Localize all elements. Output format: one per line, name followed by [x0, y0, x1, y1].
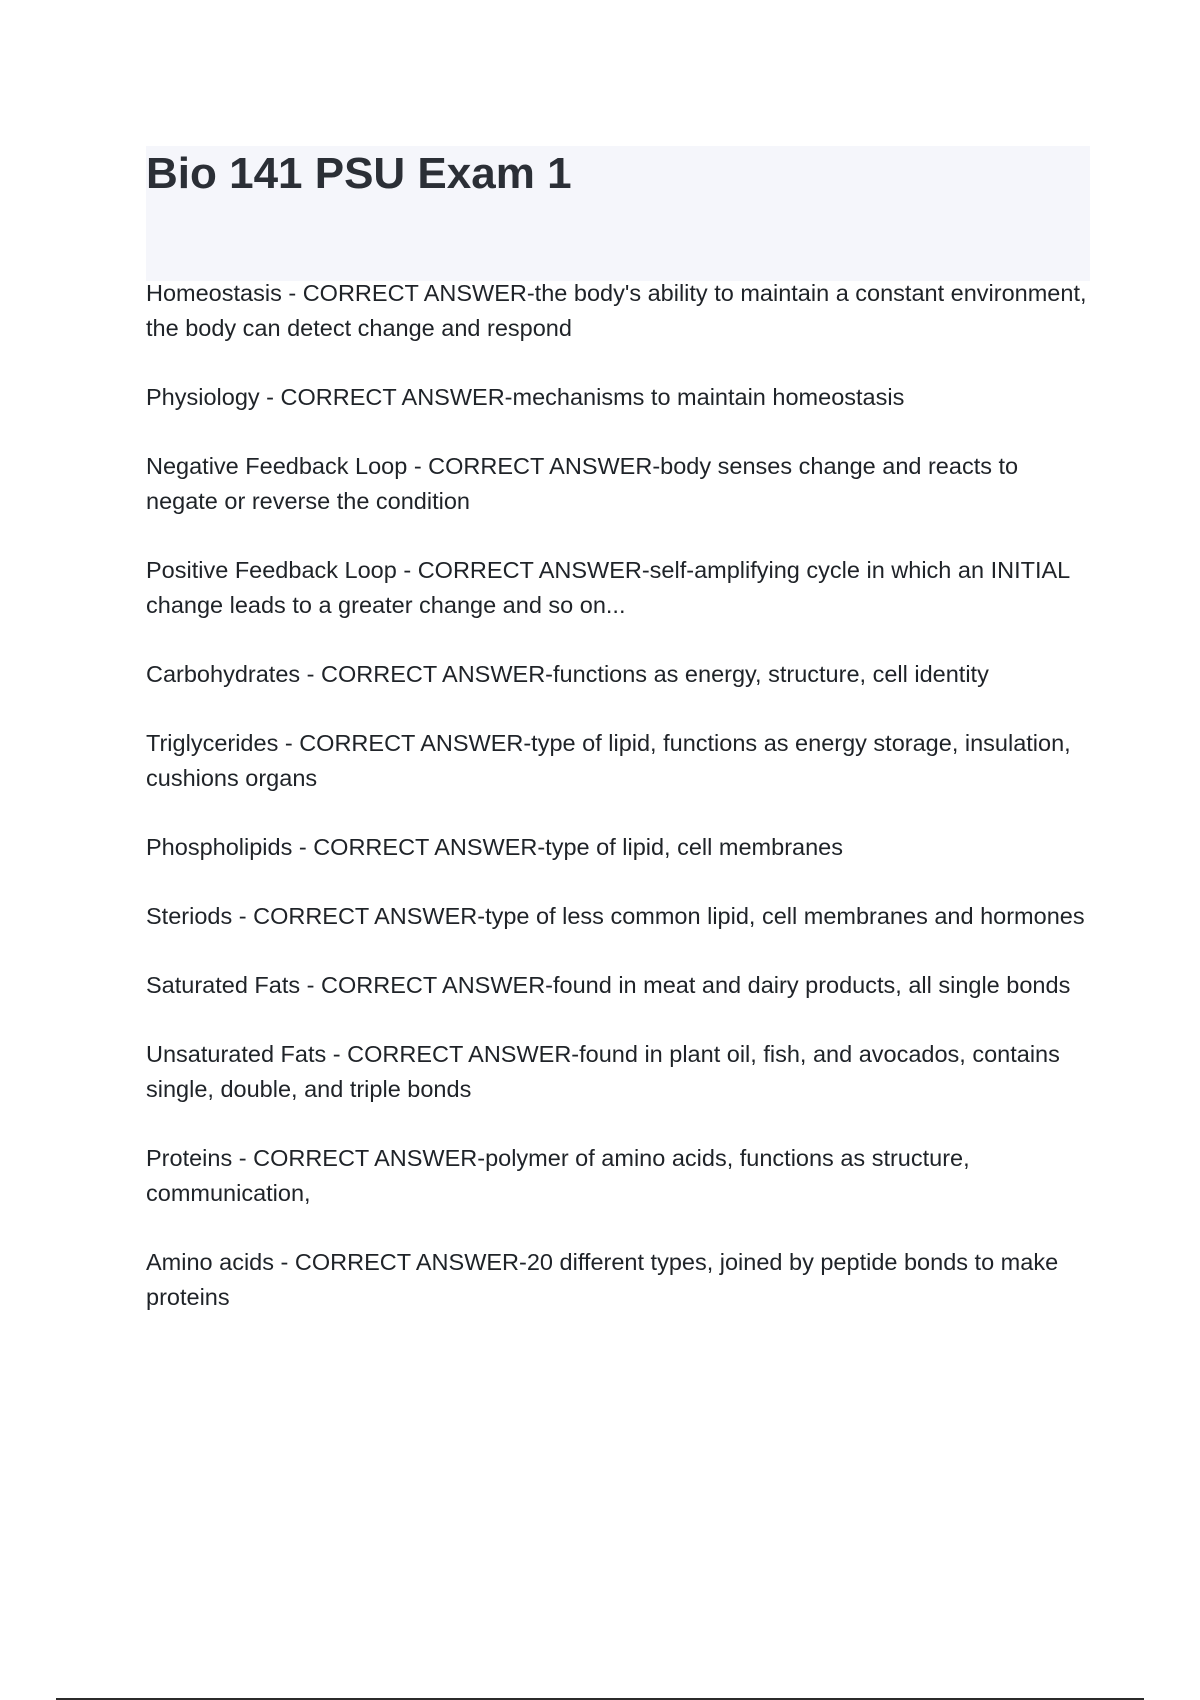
flashcard-entry: Triglycerides - CORRECT ANSWER-type of lipid, functions as energy storage, insulation, cushions organs: [146, 730, 1071, 791]
flashcard-entry: Physiology - CORRECT ANSWER-mechanisms to maintain homeostasis: [146, 384, 905, 410]
flashcard-entry: Carbohydrates - CORRECT ANSWER-functions as energy, structure, cell identity: [146, 661, 989, 687]
flashcard-entry: Saturated Fats - CORRECT ANSWER-found in meat and dairy products, all single bonds: [146, 972, 1071, 998]
flashcard-entry: Unsaturated Fats - CORRECT ANSWER-found in plant oil, fish, and avocados, contains single, double, and triple bonds: [146, 1041, 1060, 1102]
flashcard-entry: Steriods - CORRECT ANSWER-type of less common lipid, cell membranes and hormones: [146, 903, 1085, 929]
flashcard-entry: Phospholipids - CORRECT ANSWER-type of lipid, cell membranes: [146, 834, 843, 860]
flashcard-list: [146, 276, 1096, 1349]
flashcard-entry: Proteins - CORRECT ANSWER-polymer of amino acids, functions as structure, communication,: [146, 1145, 970, 1206]
flashcard-entry: Negative Feedback Loop - CORRECT ANSWER-body senses change and reacts to negate or reverse the condition: [146, 453, 1019, 514]
document-title: Bio 141 PSU Exam 1: [146, 149, 572, 198]
flashcard-entry: Amino acids - CORRECT ANSWER-20 different types, joined by peptide bonds to make proteins: [146, 1249, 1059, 1310]
flashcard-entry: Homeostasis - CORRECT ANSWER-the body's ability to maintain a constant environment, the body can detect change and respond: [146, 280, 1087, 341]
flashcard-entry: Positive Feedback Loop - CORRECT ANSWER-self-amplifying cycle in which an INITIAL change leads to a greater change and so on...: [146, 557, 1070, 618]
